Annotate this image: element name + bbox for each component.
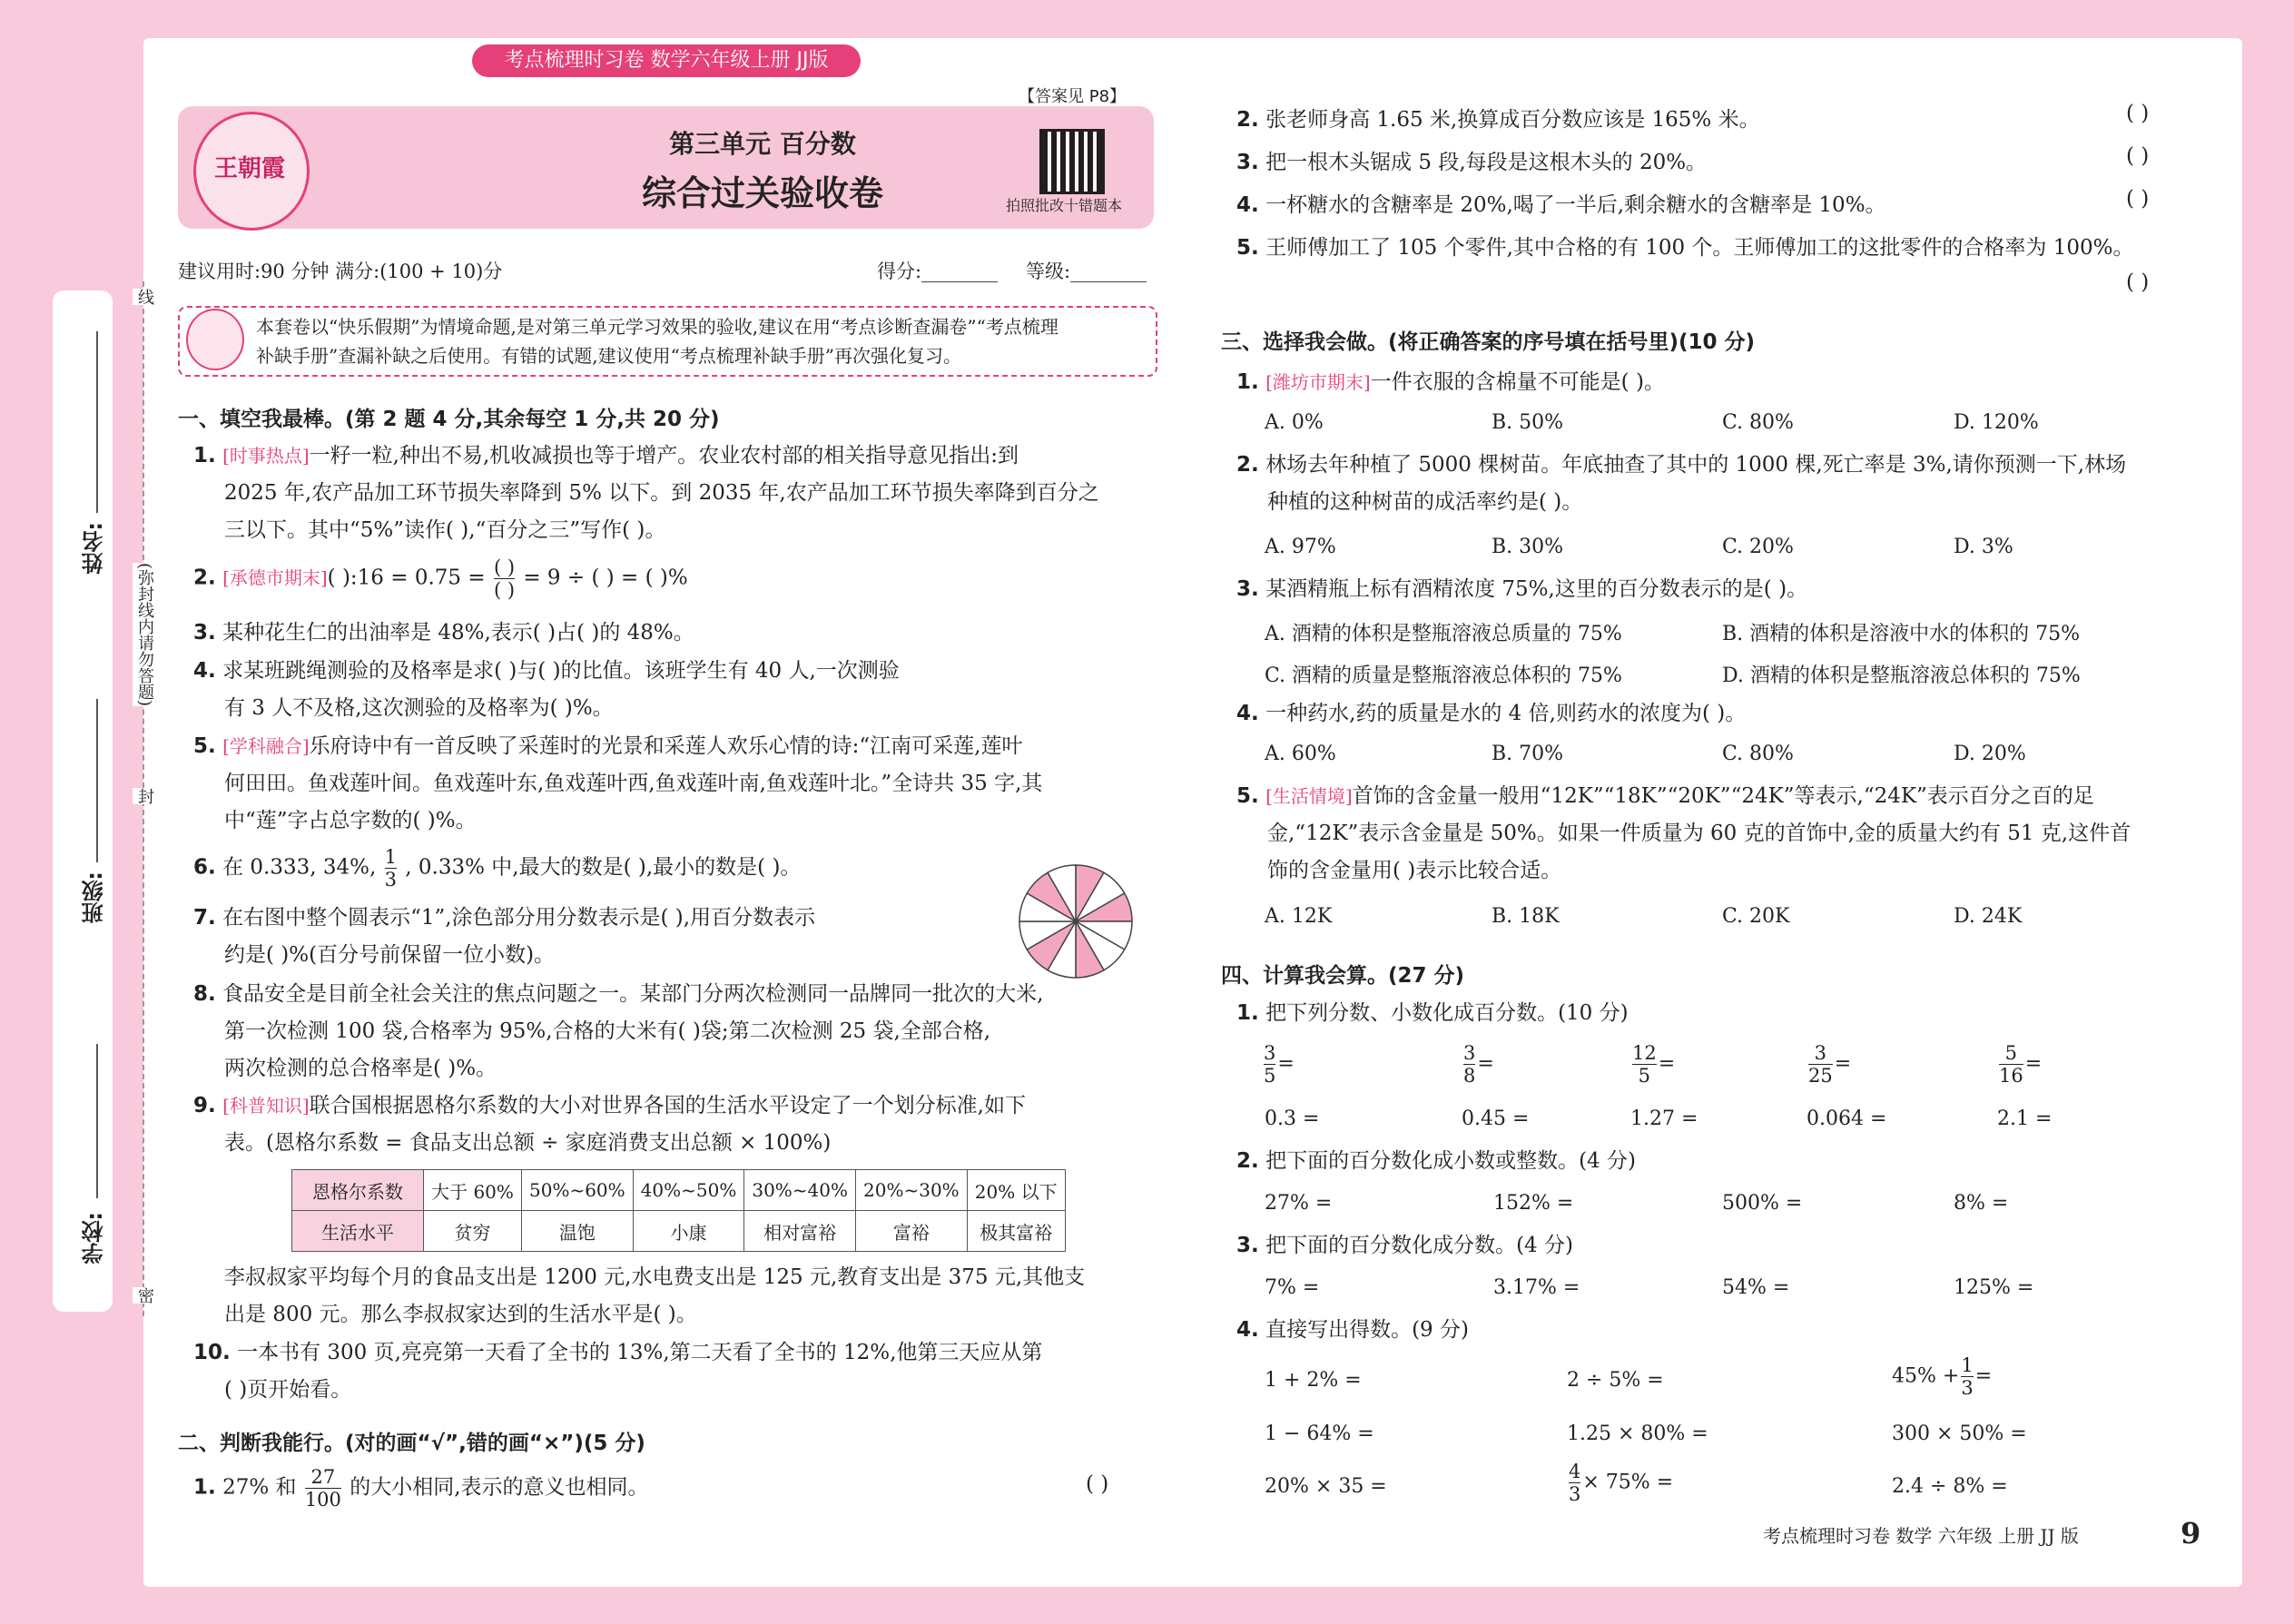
calc-item[interactable]: 300 × 50% = bbox=[1892, 1422, 2027, 1445]
q-text: 一本书有 300 页,亮亮第一天看了全书的 13%,第二天看了全书的 12%,他第三天应从第 bbox=[237, 1341, 1043, 1364]
class-label: 班级: bbox=[82, 871, 107, 924]
calc-item[interactable]: 0.064 = bbox=[1807, 1107, 1887, 1130]
option-a[interactable]: A. 97% bbox=[1265, 536, 1336, 558]
q-tag: [科普知识] bbox=[222, 1095, 310, 1117]
time-score-info: 建议用时:90 分钟 满分:(100 + 10)分 bbox=[178, 261, 503, 282]
option-b[interactable]: B. 70% bbox=[1492, 743, 1564, 765]
equals-sign: = bbox=[1277, 1052, 1295, 1076]
name-blank[interactable] bbox=[96, 331, 98, 513]
q-number: 10. bbox=[193, 1341, 231, 1364]
table-cell: 40%~50% bbox=[633, 1170, 744, 1211]
q-number: 4. bbox=[1236, 193, 1259, 217]
calc-item[interactable] bbox=[1567, 1461, 1673, 1505]
option-c[interactable]: C. 20K bbox=[1722, 905, 1790, 928]
question-4-3 bbox=[1236, 1227, 1573, 1265]
calc-item[interactable]: 1 + 2% = bbox=[1265, 1369, 1362, 1392]
denominator: 8 bbox=[1463, 1065, 1476, 1087]
question-1-4 bbox=[193, 653, 1160, 727]
q-number: 7. bbox=[193, 906, 216, 930]
seal-note: (弥封线内请勿答题) bbox=[133, 563, 156, 706]
student-info-strip bbox=[53, 290, 113, 1312]
question-1-6 bbox=[193, 846, 801, 891]
calc-text: × 75% = bbox=[1582, 1471, 1674, 1494]
section-3-title: 三、选择我会做。(将正确答案的序号填在括号里)(10 分) bbox=[1221, 330, 1756, 354]
q-text: 饰的含金量用( )表示比较合适。 bbox=[1267, 859, 1562, 882]
table-header-cell: 生活水平 bbox=[292, 1211, 424, 1252]
fraction-circle-diagram bbox=[1015, 861, 1137, 982]
class-blank[interactable] bbox=[96, 699, 98, 862]
calc-item[interactable] bbox=[1807, 1042, 1851, 1087]
q-text: 27% 和 bbox=[222, 1475, 297, 1500]
calc-item[interactable]: 500% = bbox=[1722, 1192, 1803, 1215]
seal-mark-secret: 密 bbox=[133, 1287, 156, 1304]
q-text: 李叔叔家平均每个月的食品支出是 1200 元,水电费支出是 125 元,教育支出是 375 元,其他支 bbox=[224, 1265, 1086, 1289]
q-number: 1. bbox=[193, 444, 216, 468]
q-text: 在 0.333, 34%, bbox=[222, 855, 377, 880]
q-tag: [承德市期末] bbox=[222, 566, 328, 589]
calc-item[interactable]: 2.4 ÷ 8% = bbox=[1892, 1475, 2008, 1498]
intro-line-2: 补缺手册”查漏补缺之后使用。有错的试题,建议使用“考点梳理补缺手册”再次强化复习。 bbox=[256, 345, 962, 367]
q-text: 一籽一粒,种出不易,机收减损也等于增产。农业农村部的相关指导意见指出:到 bbox=[309, 444, 1019, 468]
fraction-blank[interactable] bbox=[494, 556, 515, 601]
calc-item[interactable]: 7% = bbox=[1265, 1276, 1320, 1299]
school-label: 学校: bbox=[82, 1212, 107, 1265]
option-d[interactable]: D. 20% bbox=[1954, 743, 2026, 765]
girl-mascot-icon bbox=[186, 309, 244, 370]
q-text: 表。(恩格尔系数 = 食品支出总额 ÷ 家庭消费支出总额 × 100%) bbox=[224, 1131, 832, 1155]
denominator: 3 bbox=[1961, 1377, 1974, 1399]
intro-line-1: 本套卷以“快乐假期”为情境命题,是对第三单元学习效果的验收,建议在用“考点诊断查漏卷”“考点梳理 bbox=[256, 316, 1058, 338]
question-4-2 bbox=[1236, 1143, 1636, 1180]
calc-item[interactable]: 0.3 = bbox=[1265, 1107, 1320, 1130]
q-number: 2. bbox=[1236, 108, 1259, 132]
table-cell: 温饱 bbox=[522, 1211, 634, 1252]
question-1-7 bbox=[193, 900, 1010, 974]
page-number: 9 bbox=[2181, 1516, 2201, 1550]
q-text: 首饰的含金量一般用“12K”“18K”“20K”“24K”等表示,“24K”表示百分之百的足 bbox=[1352, 784, 2094, 808]
option-c[interactable]: C. 80% bbox=[1722, 743, 1794, 765]
table-cell: 大于 60% bbox=[424, 1170, 522, 1211]
calc-item[interactable]: 54% = bbox=[1722, 1276, 1790, 1299]
table-row bbox=[292, 1170, 1066, 1211]
denominator: ( ) bbox=[493, 579, 516, 601]
intro-text bbox=[256, 312, 1146, 370]
question-3-2 bbox=[1236, 447, 2217, 521]
option-d[interactable]: D. 酒精的体积是整瓶溶液总体积的 75% bbox=[1722, 664, 2081, 687]
q-text: 种植的这种树苗的成活率约是( )。 bbox=[1267, 490, 1583, 514]
question-2-3 bbox=[1236, 144, 1707, 182]
calc-item[interactable]: 2.1 = bbox=[1997, 1107, 2053, 1130]
table-cell: 相对富裕 bbox=[744, 1211, 856, 1252]
question-2-4 bbox=[1236, 187, 1886, 224]
q-text: 林场去年种植了 5000 棵树苗。年底抽查了其中的 1000 棵,死亡率是 3%,请你预测一下,林场 bbox=[1265, 453, 2127, 477]
option-a[interactable]: A. 酒精的体积是整瓶溶液总质量的 75% bbox=[1265, 623, 1622, 645]
calc-item[interactable]: 2 ÷ 5% = bbox=[1567, 1369, 1664, 1392]
question-1-1 bbox=[193, 438, 1160, 549]
question-3-4 bbox=[1236, 695, 1746, 733]
q-text: 某酒精瓶上标有酒精浓度 75%,这里的百分数表示的是( )。 bbox=[1265, 577, 1808, 601]
question-2-5 bbox=[1236, 230, 2133, 267]
option-b[interactable]: B. 30% bbox=[1492, 536, 1564, 558]
calc-item[interactable]: 1 − 64% = bbox=[1265, 1422, 1374, 1445]
q-number: 5. bbox=[1236, 784, 1259, 808]
q-text: 张老师身高 1.65 米,换算成百分数应该是 165% 米。 bbox=[1265, 108, 1760, 132]
q-text: 两次检测的总合格率是( )%。 bbox=[224, 1057, 497, 1080]
option-c[interactable]: C. 酒精的质量是整瓶溶液总体积的 75% bbox=[1265, 664, 1622, 687]
q-text: 约是( )%(百分号前保留一位小数)。 bbox=[224, 943, 556, 967]
calc-item[interactable]: 8% = bbox=[1954, 1192, 2009, 1215]
q-text: 把下列分数、小数化成百分数。(10 分) bbox=[1265, 1001, 1629, 1025]
q-number: 3. bbox=[1236, 577, 1259, 601]
q-number: 5. bbox=[193, 734, 216, 758]
q-number: 1. bbox=[193, 1475, 216, 1500]
numerator: 1 bbox=[384, 846, 397, 868]
q-number: 3. bbox=[1236, 151, 1259, 174]
option-c[interactable]: C. 80% bbox=[1722, 411, 1794, 434]
page-footer: 考点梳理时习卷 数学 六年级 上册 JJ 版 bbox=[1763, 1525, 2079, 1547]
question-3-1 bbox=[1236, 364, 1665, 401]
question-4-4 bbox=[1236, 1312, 1469, 1349]
numerator: 3 bbox=[1264, 1042, 1276, 1064]
name-label: 姓名: bbox=[82, 522, 107, 575]
numerator: 12 bbox=[1632, 1042, 1657, 1064]
numerator: 4 bbox=[1569, 1461, 1581, 1482]
denominator: 5 bbox=[1264, 1065, 1276, 1087]
calc-item[interactable]: 1.27 = bbox=[1630, 1107, 1698, 1130]
calc-item[interactable]: 0.45 = bbox=[1462, 1107, 1530, 1130]
question-2-2 bbox=[1236, 102, 1760, 139]
q-number: 3. bbox=[193, 621, 216, 645]
q-text: 某种花生仁的出油率是 48%,表示( )占( )的 48%。 bbox=[222, 621, 694, 645]
grade-field[interactable]: 等级:________ bbox=[1026, 261, 1147, 282]
seal-mark-seal: 封 bbox=[133, 788, 156, 804]
q-text: 在右图中整个圆表示“1”,涂色部分用分数表示是( ),用百分数表示 bbox=[222, 906, 816, 930]
calc-item[interactable] bbox=[1630, 1042, 1675, 1087]
denominator: 5 bbox=[1638, 1065, 1651, 1087]
question-1-5 bbox=[193, 728, 1160, 840]
table-cell: 50%~60% bbox=[522, 1170, 634, 1211]
denominator: 25 bbox=[1808, 1065, 1833, 1087]
question-3-5 bbox=[1236, 778, 2217, 890]
denominator: 3 bbox=[384, 869, 397, 891]
calc-item[interactable] bbox=[1462, 1042, 1494, 1087]
q-text: ( )页开始看。 bbox=[224, 1378, 352, 1402]
qr-caption: 拍照批改十错题本 bbox=[1006, 197, 1123, 214]
page-title: 综合过关验收卷 bbox=[641, 173, 883, 213]
q-number: 2. bbox=[1236, 1149, 1259, 1173]
calc-item[interactable] bbox=[1892, 1354, 1992, 1399]
calc-item[interactable]: 20% × 35 = bbox=[1265, 1475, 1387, 1498]
answer-bracket[interactable]: ( ) bbox=[2126, 144, 2150, 168]
q-number: 5. bbox=[1236, 236, 1259, 260]
option-b[interactable]: B. 50% bbox=[1492, 411, 1564, 434]
school-blank[interactable] bbox=[96, 1044, 98, 1198]
equals-sign: = bbox=[1477, 1052, 1494, 1076]
q-number: 4. bbox=[1236, 1318, 1259, 1342]
table-cell: 富裕 bbox=[856, 1211, 968, 1252]
calc-item[interactable]: 3.17% = bbox=[1493, 1276, 1580, 1299]
q-number: 3. bbox=[1236, 1234, 1259, 1257]
question-1-9 bbox=[193, 1088, 1160, 1162]
q-text: 的大小相同,表示的意义也相同。 bbox=[350, 1475, 649, 1500]
q-text: 乐府诗中有一首反映了采莲时的光景和采莲人欢乐心情的诗:“江南可采莲,莲叶 bbox=[309, 734, 1023, 758]
option-c[interactable]: C. 20% bbox=[1722, 536, 1794, 558]
answer-bracket[interactable]: ( ) bbox=[2126, 271, 2150, 294]
section-2-title: 二、判断我能行。(对的画“√”,错的画“×”)(5 分) bbox=[178, 1432, 645, 1455]
numerator: 1 bbox=[1961, 1354, 1974, 1376]
calc-item[interactable]: 27% = bbox=[1265, 1192, 1333, 1215]
q-text: ( ):16 = 0.75 = bbox=[327, 566, 486, 590]
q-text: 直接写出得数。(9 分) bbox=[1265, 1318, 1469, 1342]
question-3-3 bbox=[1236, 571, 1807, 608]
q-text: 求某班跳绳测验的及格率是求( )与( )的比值。该班学生有 40 人,一次测验 bbox=[222, 659, 900, 683]
table-cell: 20% 以下 bbox=[967, 1170, 1065, 1211]
q-number: 4. bbox=[193, 659, 216, 683]
answer-bracket[interactable]: ( ) bbox=[2126, 102, 2150, 125]
equals-sign: = bbox=[1974, 1364, 1993, 1388]
q-text: 何田田。鱼戏莲叶间。鱼戏莲叶东,鱼戏莲叶西,鱼戏莲叶南,鱼戏莲叶北。”全诗共 35 字,其 bbox=[224, 772, 1043, 795]
question-4-1 bbox=[1236, 995, 1629, 1032]
section-1-title: 一、填空我最棒。(第 2 题 4 分,其余每空 1 分,共 20 分) bbox=[178, 408, 720, 431]
table-cell: 20%~30% bbox=[856, 1170, 968, 1211]
table-row bbox=[292, 1211, 1066, 1252]
q-text: 有 3 人不及格,这次测验的及格率为( )%。 bbox=[224, 696, 614, 720]
question-1-2 bbox=[193, 556, 1160, 601]
question-1-3 bbox=[193, 615, 694, 652]
denominator: 16 bbox=[1999, 1065, 2023, 1087]
option-a[interactable]: A. 60% bbox=[1265, 743, 1336, 765]
q-text: 金,“12K”表示含金量是 50%。如果一件质量为 60 克的首饰中,金的质量大约有 51 克,这件首 bbox=[1267, 822, 2132, 845]
answer-bracket[interactable]: ( ) bbox=[1086, 1472, 1109, 1496]
option-d[interactable]: D. 120% bbox=[1954, 411, 2039, 434]
calc-item[interactable] bbox=[1262, 1042, 1295, 1087]
q-number: 2. bbox=[1236, 453, 1259, 477]
q-number: 4. bbox=[1236, 702, 1259, 725]
numerator: 3 bbox=[1808, 1042, 1833, 1065]
q-text: 把下面的百分数化成分数。(4 分) bbox=[1265, 1234, 1573, 1257]
q-text: 一件衣服的含棉量不可能是( )。 bbox=[1370, 370, 1665, 394]
equals-sign: = bbox=[1658, 1052, 1676, 1076]
q-text: 食品安全是目前全社会关注的焦点问题之一。某部门分两次检测同一品牌同一批次的大米, bbox=[222, 982, 1044, 1006]
table-header-cell: 恩格尔系数 bbox=[292, 1170, 424, 1211]
calc-item[interactable] bbox=[1997, 1042, 2042, 1087]
q-text: 一种药水,药的质量是水的 4 倍,则药水的浓度为( )。 bbox=[1265, 702, 1747, 725]
option-b[interactable]: B. 酒精的体积是溶液中水的体积的 75% bbox=[1722, 623, 2081, 645]
calc-text: 45% + bbox=[1892, 1364, 1960, 1388]
denominator: 3 bbox=[1569, 1483, 1581, 1505]
q-number: 1. bbox=[1236, 1001, 1259, 1025]
q-number: 8. bbox=[193, 982, 216, 1006]
option-d[interactable]: D. 24K bbox=[1954, 905, 2023, 928]
series-tab: 考点梳理时习卷 数学六年级上册 JJ版 bbox=[472, 44, 861, 77]
q-text: 三以下。其中“5%”读作( ),“百分之三”写作( )。 bbox=[224, 518, 666, 542]
q-text: 第一次检测 100 袋,合格率为 95%,合格的大米有( )袋;第二次检测 25 袋,全部合格, bbox=[224, 1019, 991, 1043]
q-text: 把下面的百分数化成小数或整数。(4 分) bbox=[1265, 1149, 1636, 1173]
q-text: 把一根木头锯成 5 段,每段是这根木头的 20%。 bbox=[1265, 151, 1708, 174]
question-1-9-cont bbox=[224, 1259, 1160, 1334]
q-text: 一杯糖水的含糖率是 20%,喝了一半后,剩余糖水的含糖率是 10%。 bbox=[1265, 193, 1886, 217]
answer-bracket[interactable]: ( ) bbox=[2126, 187, 2150, 211]
question-2-1 bbox=[193, 1466, 649, 1511]
option-a[interactable]: A. 0% bbox=[1265, 411, 1324, 434]
option-b[interactable]: B. 18K bbox=[1492, 905, 1560, 928]
numerator: 27 bbox=[305, 1466, 341, 1489]
question-1-8 bbox=[193, 976, 1160, 1088]
table-cell: 小康 bbox=[633, 1211, 744, 1252]
q-text: 出是 800 元。那么李叔叔家达到的生活水平是( )。 bbox=[224, 1303, 697, 1326]
qr-code-icon[interactable] bbox=[1039, 129, 1105, 194]
fraction bbox=[305, 1466, 341, 1511]
denominator: 100 bbox=[304, 1489, 341, 1511]
unit-title: 第三单元 百分数 bbox=[669, 129, 856, 159]
option-d[interactable]: D. 3% bbox=[1954, 536, 2013, 558]
q-number: 1. bbox=[1236, 370, 1259, 394]
q-text: 联合国根据恩格尔系数的大小对世界各国的生活水平设定了一个划分标准,如下 bbox=[309, 1094, 1026, 1117]
q-text: = 9 ÷ ( ) = ( )% bbox=[523, 566, 688, 590]
q-tag: [时事热点] bbox=[222, 445, 310, 467]
table-cell: 极其富裕 bbox=[967, 1211, 1065, 1252]
q-text: , 0.33% 中,最大的数是( ),最小的数是( )。 bbox=[405, 855, 802, 880]
q-text: 2025 年,农产品加工环节损失率降到 5% 以下。到 2035 年,农产品加工环节损失率降到百分之 bbox=[224, 481, 1099, 505]
calc-item[interactable]: 152% = bbox=[1493, 1192, 1574, 1215]
q-number: 9. bbox=[193, 1094, 216, 1117]
numerator: 3 bbox=[1463, 1042, 1476, 1064]
q-tag: [潍坊市期末] bbox=[1265, 371, 1371, 393]
seal-mark-line: 线 bbox=[133, 289, 156, 305]
brand-logo-text: 王朝霞 bbox=[213, 155, 285, 182]
numerator: ( ) bbox=[493, 556, 516, 578]
numerator: 5 bbox=[1999, 1042, 2023, 1065]
question-1-10 bbox=[193, 1334, 1160, 1409]
q-text: 王师傅加工了 105 个零件,其中合格的有 100 个。王师傅加工的这批零件的合格率为 100%。 bbox=[1265, 236, 2134, 260]
q-tag: [学科融合] bbox=[222, 735, 310, 757]
table-cell: 贫穷 bbox=[424, 1211, 522, 1252]
table-cell: 30%~40% bbox=[744, 1170, 856, 1211]
equals-sign: = bbox=[2024, 1052, 2043, 1076]
q-number: 2. bbox=[193, 566, 216, 590]
equals-sign: = bbox=[1834, 1052, 1852, 1076]
calc-item[interactable]: 1.25 × 80% = bbox=[1567, 1422, 1708, 1445]
q-text: 中“莲”字占总字数的( )%。 bbox=[224, 809, 477, 832]
score-field[interactable]: 得分:________ bbox=[877, 261, 999, 282]
section-4-title: 四、计算我会算。(27 分) bbox=[1221, 964, 1465, 988]
answer-reference: 【答案见 P8】 bbox=[1019, 87, 1127, 106]
q-number: 6. bbox=[193, 855, 216, 880]
option-a[interactable]: A. 12K bbox=[1265, 905, 1333, 928]
fraction bbox=[385, 846, 397, 891]
calc-item[interactable]: 125% = bbox=[1954, 1276, 2034, 1299]
q-tag: [生活情境] bbox=[1265, 785, 1353, 807]
engel-table bbox=[291, 1169, 1066, 1252]
